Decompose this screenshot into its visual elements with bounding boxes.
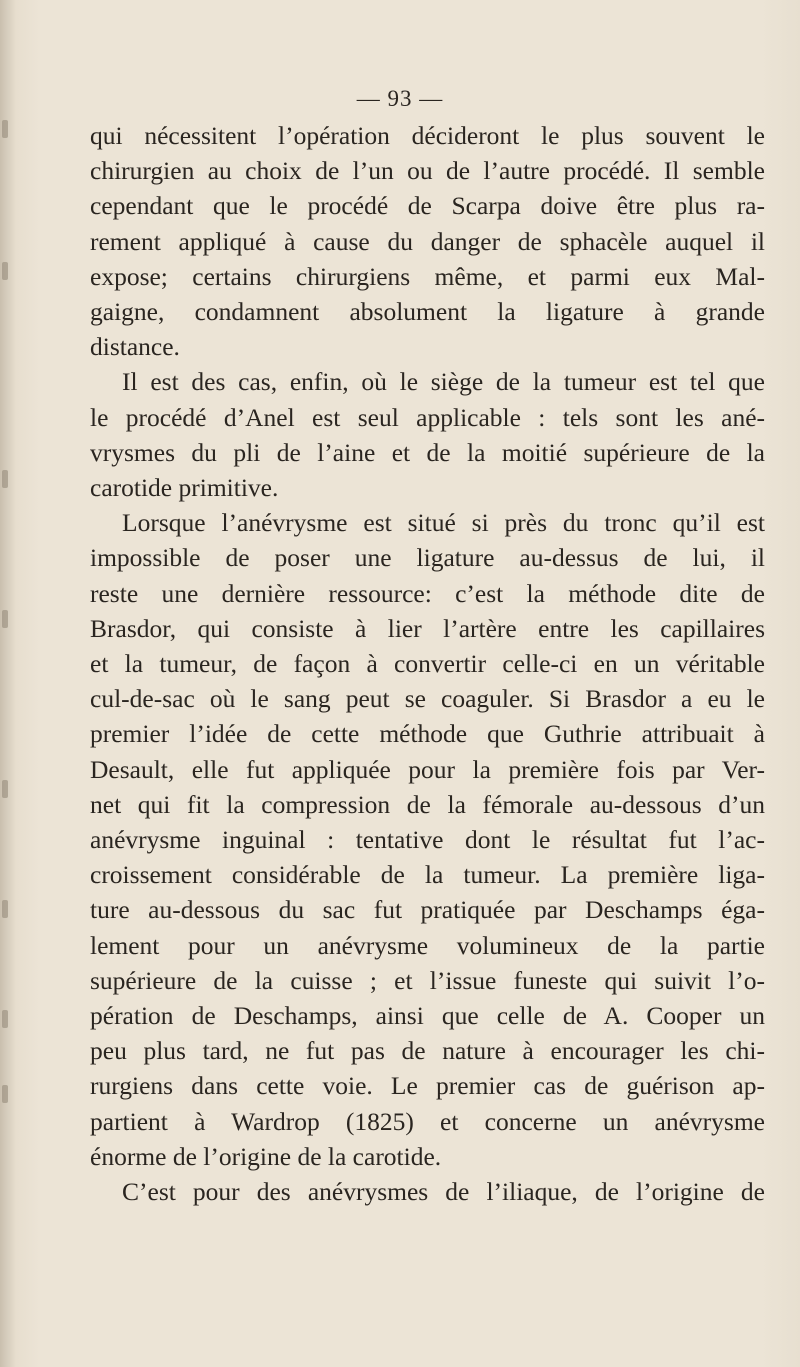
- text-line: qui nécessitent l’opération décideront le plus souvent le: [90, 121, 765, 150]
- edge-mark: [2, 780, 8, 798]
- edge-mark: [2, 470, 8, 488]
- text-line: supérieure de la cuisse ; et l’issue funeste qui suivit l’o-: [90, 965, 765, 995]
- text-line: lement pour un anévrysme volumineux de la partie: [90, 930, 765, 960]
- text-line: énorme de l’origine de la carotide.: [90, 1141, 442, 1171]
- text-line: distance.: [90, 332, 180, 362]
- text-line: Il est des cas, enfin, où le siège de la tumeur est tel que: [122, 367, 765, 397]
- text-line: et la tumeur, de façon à convertir celle-ci en un véritable: [90, 649, 765, 679]
- text-line: peu plus tard, ne fut pas de nature à encourager les chi-: [90, 1036, 765, 1066]
- text-line: C’est pour des anévrysmes de l’iliaque, de l’origine de: [122, 1177, 765, 1207]
- text-line: cul-de-sac où le sang peut se coaguler. Si Brasdor a eu le: [90, 684, 765, 714]
- edge-mark: [2, 1010, 8, 1028]
- text-line: net qui fit la compression de la fémorale au-dessous d’un: [90, 789, 765, 819]
- text-line: vrysmes du pli de l’aine et de la moitié supérieure de la: [90, 437, 765, 467]
- page-left-edge: [0, 0, 16, 1367]
- edge-mark: [2, 900, 8, 918]
- text-line: Lorsque l’anévrysme est situé si près du tronc qu’il est: [122, 508, 765, 538]
- text-line: partient à Wardrop (1825) et concerne un anévrysme: [90, 1106, 765, 1136]
- text-line: le procédé d’Anel est seul applicable : tels sont les ané-: [90, 402, 765, 432]
- text-line: reste une dernière ressource: c’est la méthode dite de: [90, 578, 765, 608]
- edge-mark: [2, 610, 8, 628]
- text-line: carotide primitive.: [90, 473, 279, 503]
- page-number-header: — 93 —: [356, 86, 444, 111]
- text-line: anévrysme inguinal : tentative dont le résultat fut l’ac-: [90, 825, 765, 855]
- text-line: rement appliqué à cause du danger de sphacèle auquel il: [90, 226, 765, 256]
- text-line: Brasdor, qui consiste à lier l’artère entre les capillaires: [90, 613, 765, 643]
- text-line: expose; certains chirurgiens même, et parmi eux Mal-: [90, 261, 765, 291]
- edge-mark: [2, 1085, 8, 1103]
- text-line: impossible de poser une ligature au-dessus de lui, il: [90, 543, 765, 573]
- text-line: ture au-dessous du sac fut pratiquée par Deschamps éga-: [90, 895, 765, 925]
- text-line: pération de Deschamps, ainsi que celle de A. Cooper un: [90, 1001, 765, 1031]
- text-line: Desault, elle fut appliquée pour la première fois par Ver-: [90, 754, 765, 784]
- edge-mark: [2, 120, 8, 138]
- edge-mark: [2, 262, 8, 280]
- text-line: rurgiens dans cette voie. Le premier cas de guérison ap-: [90, 1071, 765, 1101]
- text-line: premier l’idée de cette méthode que Guthrie attribuait à: [90, 719, 765, 749]
- text-line: gaigne, condamnent absolument la ligature à grande: [90, 297, 765, 327]
- text-line: chirurgien au choix de l’un ou de l’autre procédé. Il semble: [90, 156, 765, 186]
- body-text: [90, 118, 765, 1209]
- text-line: croissement considérable de la tumeur. La première liga-: [90, 860, 765, 890]
- text-line: cependant que le procédé de Scarpa doive être plus ra-: [90, 191, 765, 221]
